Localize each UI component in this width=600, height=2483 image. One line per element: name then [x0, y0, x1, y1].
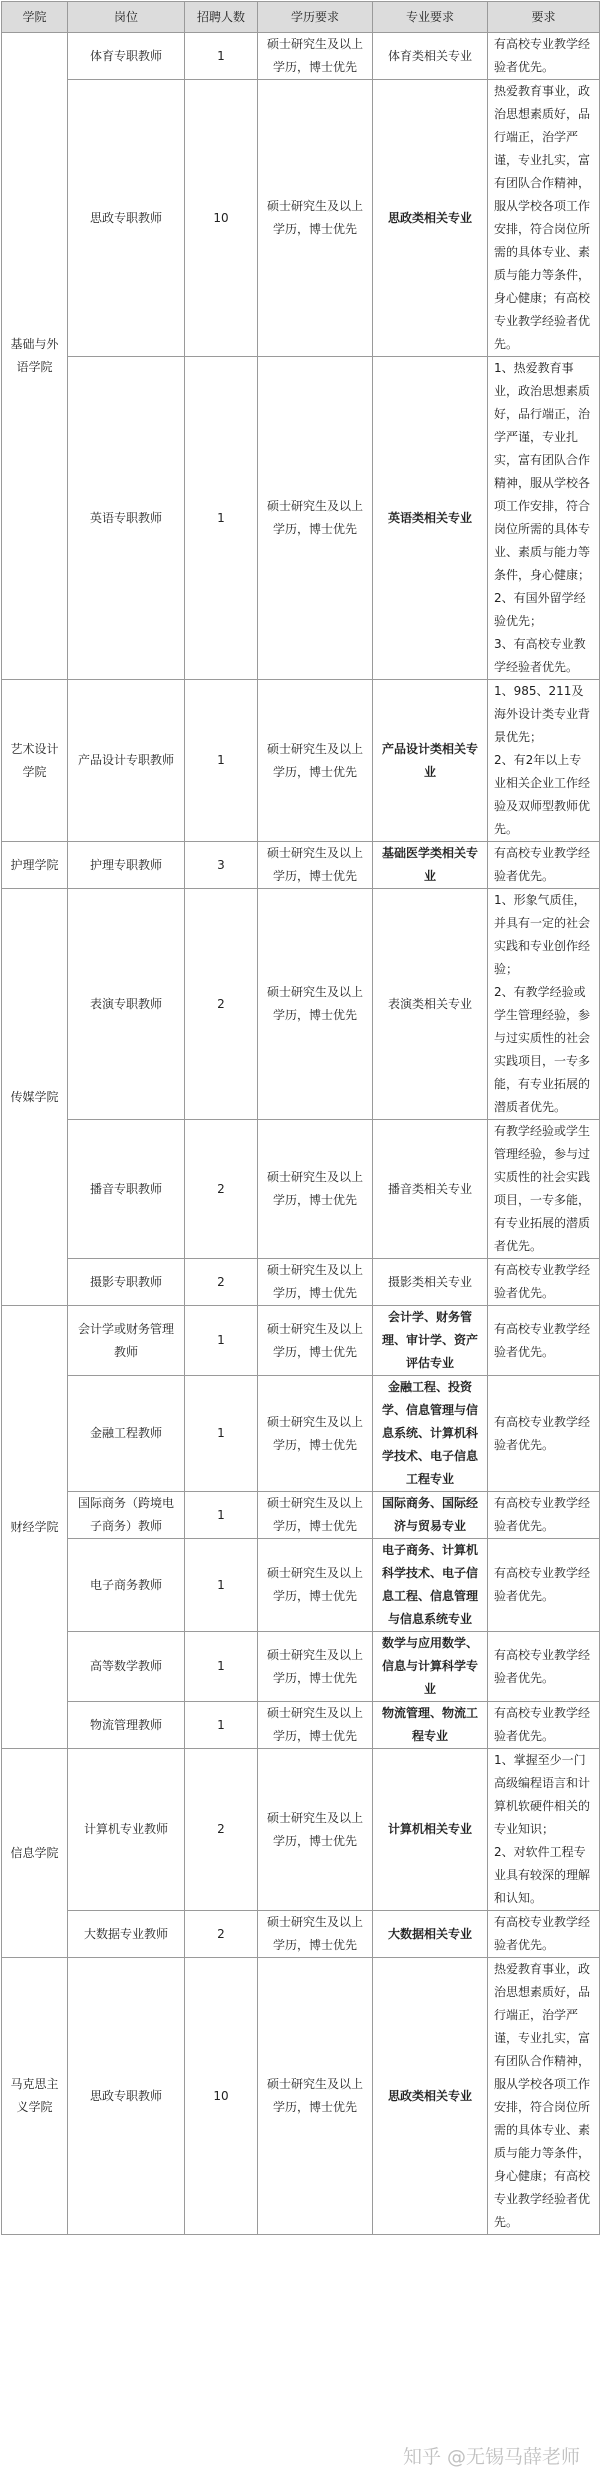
requirement-cell: 有高校专业教学经验者优先。 [488, 1306, 600, 1376]
education-cell: 硕士研究生及以上学历，博士优先 [258, 1259, 373, 1306]
college-cell: 护理学院 [2, 842, 68, 889]
table-row [2, 1749, 600, 1911]
position-cell: 大数据专业教师 [68, 1911, 185, 1958]
requirement-cell: 1、985、211及海外设计类专业背景优先； 2、有2年以上专业相关企业工作经验及双师型教师优先。 [488, 680, 600, 842]
table-row [2, 1632, 600, 1702]
education-cell: 硕士研究生及以上学历，博士优先 [258, 680, 373, 842]
header-major: 专业要求 [373, 2, 488, 33]
education-cell: 硕士研究生及以上学历，博士优先 [258, 357, 373, 680]
table-row [2, 1306, 600, 1376]
table-row [2, 1539, 600, 1632]
major-cell: 电子商务、计算机科学技术、电子信息工程、信息管理与信息系统专业 [373, 1539, 488, 1632]
requirement-cell: 有高校专业教学经验者优先。 [488, 1911, 600, 1958]
header-headcount: 招聘人数 [185, 2, 258, 33]
major-cell: 国际商务、国际经济与贸易专业 [373, 1492, 488, 1539]
major-cell: 金融工程、投资学、信息管理与信息系统、计算机科学技术、电子信息工程专业 [373, 1376, 488, 1492]
table-row [2, 1492, 600, 1539]
major-cell: 会计学、财务管理、审计学、资产评估专业 [373, 1306, 488, 1376]
table-row [2, 1120, 600, 1259]
headcount-cell: 2 [185, 1259, 258, 1306]
position-cell: 思政专职教师 [68, 1958, 185, 2235]
education-cell: 硕士研究生及以上学历，博士优先 [258, 1492, 373, 1539]
major-cell: 大数据相关专业 [373, 1911, 488, 1958]
table-row [2, 842, 600, 889]
requirement-cell: 热爱教育事业，政治思想素质好，品行端正，治学严谨，专业扎实，富有团队合作精神，服从学校各项工作安排，符合岗位所需的具体专业、素质与能力等条件，身心健康；有高校专业教学经验者优先。 [488, 1958, 600, 2235]
headcount-cell: 1 [185, 33, 258, 80]
table-row [2, 680, 600, 842]
education-cell: 硕士研究生及以上学历，博士优先 [258, 1376, 373, 1492]
education-cell: 硕士研究生及以上学历，博士优先 [258, 33, 373, 80]
headcount-cell: 1 [185, 1702, 258, 1749]
major-cell: 表演类相关专业 [373, 889, 488, 1120]
college-cell: 艺术设计学院 [2, 680, 68, 842]
requirement-cell: 1、掌握至少一门高级编程语言和计算机软硬件相关的专业知识； 2、对软件工程专业具有较深的理解和认知。 [488, 1749, 600, 1911]
position-cell: 护理专职教师 [68, 842, 185, 889]
header-requirements: 要求 [488, 2, 600, 33]
education-cell: 硕士研究生及以上学历，博士优先 [258, 1702, 373, 1749]
headcount-cell: 10 [185, 80, 258, 357]
table-row [2, 1259, 600, 1306]
recruitment-table [1, 1, 600, 2235]
college-cell: 传媒学院 [2, 889, 68, 1306]
header-college: 学院 [2, 2, 68, 33]
table-row [2, 357, 600, 680]
major-cell: 思政类相关专业 [373, 80, 488, 357]
table-row [2, 33, 600, 80]
major-cell: 产品设计类相关专业 [373, 680, 488, 842]
requirement-cell: 有教学经验或学生管理经验，参与过实质性的社会实践项目，一专多能，有专业拓展的潜质者优先。 [488, 1120, 600, 1259]
header-education: 学历要求 [258, 2, 373, 33]
requirement-cell: 有高校专业教学经验者优先。 [488, 33, 600, 80]
major-cell: 英语类相关专业 [373, 357, 488, 680]
requirement-cell: 有高校专业教学经验者优先。 [488, 1376, 600, 1492]
watermark: 知乎 @无锡马薛老师 [402, 2446, 580, 2468]
education-cell: 硕士研究生及以上学历，博士优先 [258, 1749, 373, 1911]
table-row [2, 1702, 600, 1749]
header-position: 岗位 [68, 2, 185, 33]
table-row [2, 1911, 600, 1958]
major-cell: 基础医学类相关专业 [373, 842, 488, 889]
education-cell: 硕士研究生及以上学历，博士优先 [258, 1539, 373, 1632]
position-cell: 物流管理教师 [68, 1702, 185, 1749]
table-row [2, 1958, 600, 2235]
headcount-cell: 2 [185, 889, 258, 1120]
position-cell: 产品设计专职教师 [68, 680, 185, 842]
position-cell: 会计学或财务管理教师 [68, 1306, 185, 1376]
position-cell: 国际商务（跨境电子商务）教师 [68, 1492, 185, 1539]
position-cell: 英语专职教师 [68, 357, 185, 680]
major-cell: 数学与应用数学、信息与计算科学专业 [373, 1632, 488, 1702]
position-cell: 播音专职教师 [68, 1120, 185, 1259]
major-cell: 思政类相关专业 [373, 1958, 488, 2235]
education-cell: 硕士研究生及以上学历，博士优先 [258, 1120, 373, 1259]
requirement-cell: 有高校专业教学经验者优先。 [488, 1492, 600, 1539]
college-cell: 基础与外语学院 [2, 33, 68, 680]
requirement-cell: 有高校专业教学经验者优先。 [488, 1259, 600, 1306]
college-cell: 马克思主义学院 [2, 1958, 68, 2235]
requirement-cell: 1、热爱教育事业，政治思想素质好，品行端正，治学严谨，专业扎实，富有团队合作精神，服从学校各项工作安排，符合岗位所需的具体专业、素质与能力等条件，身心健康； 2、有国外留学经验优先； 3、有高校专业教学经验者优先。 [488, 357, 600, 680]
headcount-cell: 1 [185, 1539, 258, 1632]
headcount-cell: 2 [185, 1120, 258, 1259]
position-cell: 电子商务教师 [68, 1539, 185, 1632]
headcount-cell: 2 [185, 1749, 258, 1911]
headcount-cell: 1 [185, 680, 258, 842]
major-cell: 摄影类相关专业 [373, 1259, 488, 1306]
requirement-cell: 有高校专业教学经验者优先。 [488, 1702, 600, 1749]
requirement-cell: 有高校专业教学经验者优先。 [488, 842, 600, 889]
requirement-cell: 有高校专业教学经验者优先。 [488, 1632, 600, 1702]
major-cell: 物流管理、物流工程专业 [373, 1702, 488, 1749]
major-cell: 播音类相关专业 [373, 1120, 488, 1259]
requirement-cell: 1、形象气质佳，并具有一定的社会实践和专业创作经验； 2、有教学经验或学生管理经验，参与过实质性的社会实践项目，一专多能，有专业拓展的潜质者优先。 [488, 889, 600, 1120]
college-cell: 信息学院 [2, 1749, 68, 1958]
headcount-cell: 2 [185, 1911, 258, 1958]
requirement-cell: 有高校专业教学经验者优先。 [488, 1539, 600, 1632]
headcount-cell: 10 [185, 1958, 258, 2235]
headcount-cell: 3 [185, 842, 258, 889]
education-cell: 硕士研究生及以上学历，博士优先 [258, 1911, 373, 1958]
table-row [2, 889, 600, 1120]
position-cell: 计算机专业教师 [68, 1749, 185, 1911]
position-cell: 摄影专职教师 [68, 1259, 185, 1306]
education-cell: 硕士研究生及以上学历，博士优先 [258, 842, 373, 889]
position-cell: 体育专职教师 [68, 33, 185, 80]
education-cell: 硕士研究生及以上学历，博士优先 [258, 80, 373, 357]
position-cell: 金融工程教师 [68, 1376, 185, 1492]
table-body [2, 33, 600, 2235]
major-cell: 体育类相关专业 [373, 33, 488, 80]
position-cell: 高等数学教师 [68, 1632, 185, 1702]
headcount-cell: 1 [185, 1376, 258, 1492]
headcount-cell: 1 [185, 1306, 258, 1376]
table-row [2, 1376, 600, 1492]
headcount-cell: 1 [185, 1492, 258, 1539]
education-cell: 硕士研究生及以上学历，博士优先 [258, 1632, 373, 1702]
position-cell: 表演专职教师 [68, 889, 185, 1120]
headcount-cell: 1 [185, 357, 258, 680]
education-cell: 硕士研究生及以上学历，博士优先 [258, 1958, 373, 2235]
requirement-cell: 热爱教育事业，政治思想素质好，品行端正，治学严谨，专业扎实，富有团队合作精神，服从学校各项工作安排，符合岗位所需的具体专业、素质与能力等条件，身心健康；有高校专业教学经验者优先。 [488, 80, 600, 357]
table-row [2, 80, 600, 357]
education-cell: 硕士研究生及以上学历，博士优先 [258, 889, 373, 1120]
education-cell: 硕士研究生及以上学历，博士优先 [258, 1306, 373, 1376]
position-cell: 思政专职教师 [68, 80, 185, 357]
major-cell: 计算机相关专业 [373, 1749, 488, 1911]
headcount-cell: 1 [185, 1632, 258, 1702]
table-header-row [2, 2, 600, 33]
college-cell: 财经学院 [2, 1306, 68, 1749]
